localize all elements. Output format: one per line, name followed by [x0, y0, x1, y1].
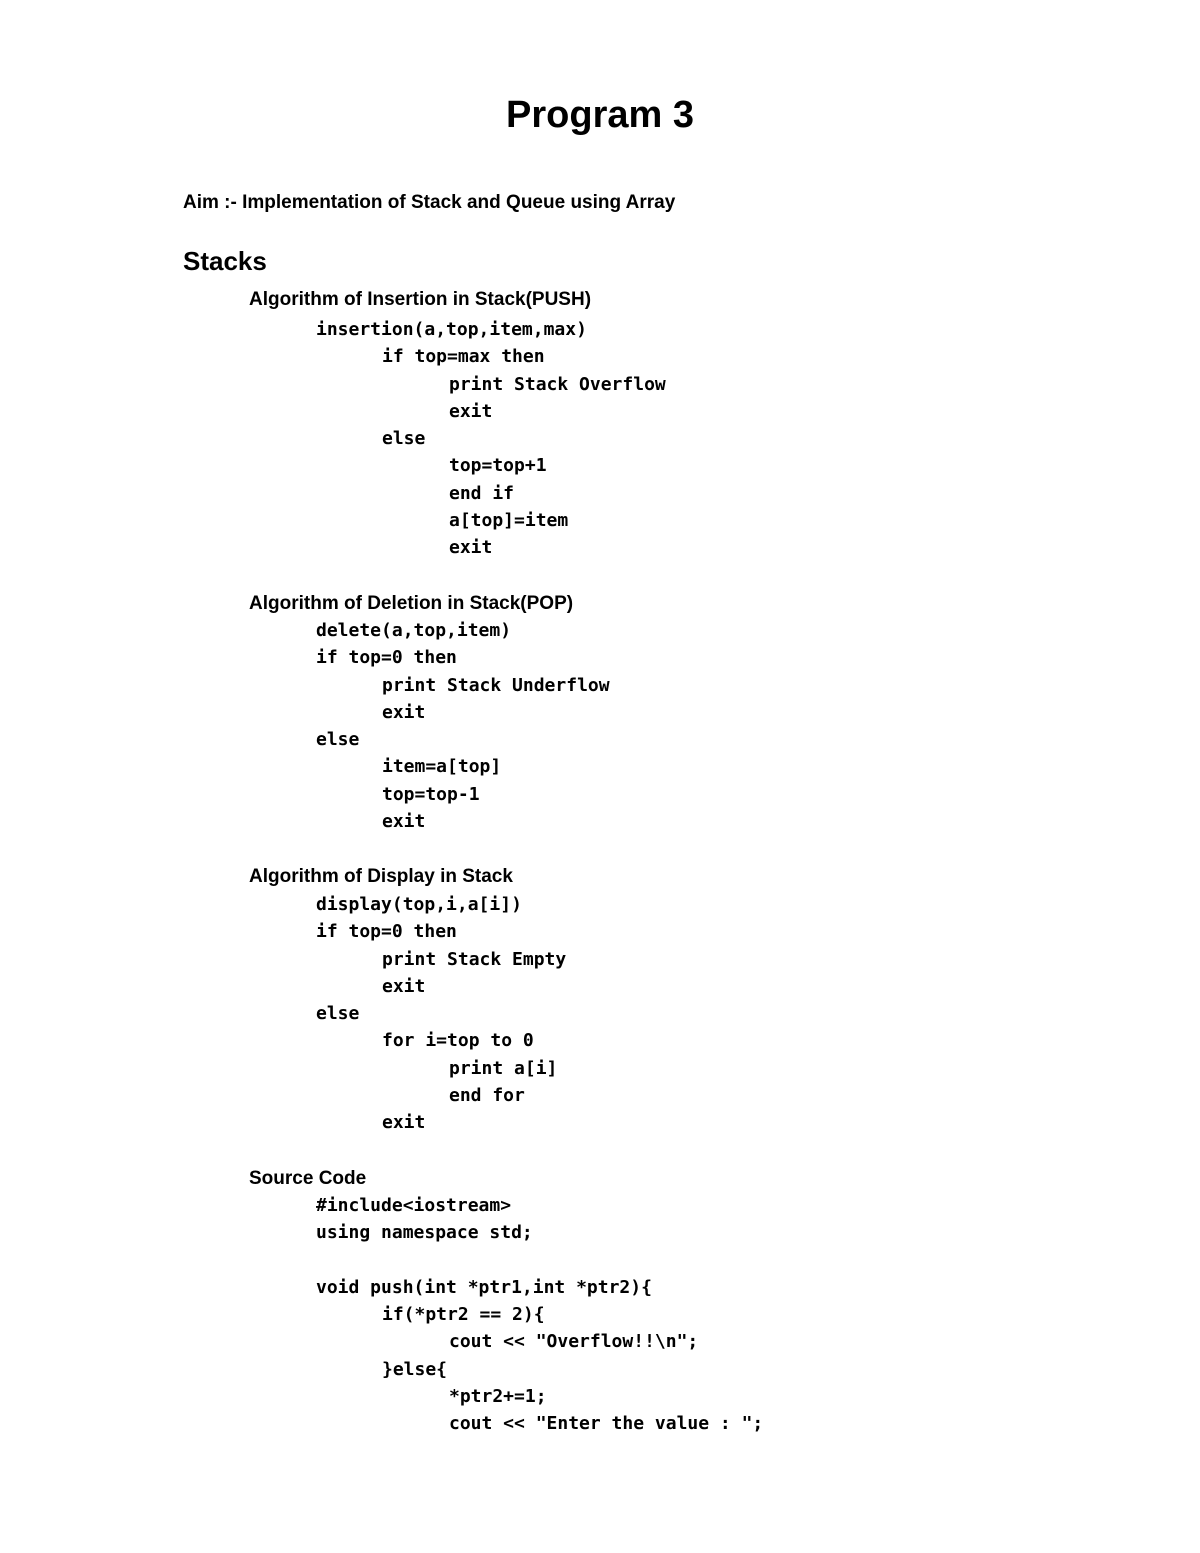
page-title: Program 3 — [506, 94, 694, 136]
code-line: if(*ptr2 == 2){ — [382, 1304, 545, 1326]
code-line: exit — [382, 701, 426, 723]
code-line: a[top]=item — [449, 510, 569, 532]
pop-algorithm-heading: Algorithm of Deletion in Stack(POP) — [249, 593, 574, 614]
code-line: end if — [449, 482, 515, 504]
code-line: exit — [382, 975, 426, 997]
code-line: print Stack Underflow — [382, 674, 610, 696]
code-line: else — [316, 729, 360, 751]
aim-statement: Aim :- Implementation of Stack and Queue using Array — [183, 192, 676, 213]
code-line: end for — [449, 1085, 525, 1107]
code-line: display(top,i,a[i]) — [316, 894, 522, 915]
code-line: print Stack Empty — [382, 948, 567, 970]
display-algorithm-code — [249, 891, 566, 1137]
pop-algorithm-code — [249, 617, 610, 835]
section-heading-stacks: Stacks — [183, 246, 267, 276]
code-line: else — [316, 1003, 360, 1025]
code-line: exit — [449, 537, 493, 559]
push-algorithm-code — [249, 316, 666, 562]
code-line: *ptr2+=1; — [449, 1386, 547, 1408]
code-line: void push(int *ptr1,int *ptr2){ — [316, 1276, 652, 1298]
code-line: item=a[top] — [382, 756, 502, 778]
code-line: if top=0 then — [316, 921, 457, 943]
code-line: else — [382, 428, 426, 450]
code-line: top=top-1 — [382, 783, 480, 805]
display-algorithm-heading: Algorithm of Display in Stack — [249, 866, 513, 887]
code-line: print Stack Overflow — [449, 373, 666, 395]
code-line: }else{ — [382, 1358, 448, 1380]
code-line: #include<iostream> — [316, 1195, 512, 1216]
code-line: if top=max then — [382, 346, 545, 368]
code-line: exit — [449, 400, 493, 422]
code-line: top=top+1 — [449, 455, 547, 477]
code-line: for i=top to 0 — [382, 1030, 534, 1052]
code-line: if top=0 then — [316, 647, 457, 669]
code-line — [249, 1247, 763, 1274]
source-code-block — [249, 1192, 763, 1438]
code-line: exit — [382, 1112, 426, 1134]
code-line: cout << "Overflow!!\n"; — [449, 1331, 699, 1353]
code-line: delete(a,top,item) — [316, 620, 512, 641]
code-line: using namespace std; — [316, 1222, 533, 1244]
code-line: insertion(a,top,item,max) — [316, 319, 587, 340]
push-algorithm-heading: Algorithm of Insertion in Stack(PUSH) — [249, 289, 592, 310]
code-line: exit — [382, 811, 426, 833]
source-code-heading: Source Code — [249, 1168, 367, 1189]
code-line: print a[i] — [449, 1057, 558, 1079]
code-line: cout << "Enter the value : "; — [449, 1413, 764, 1435]
